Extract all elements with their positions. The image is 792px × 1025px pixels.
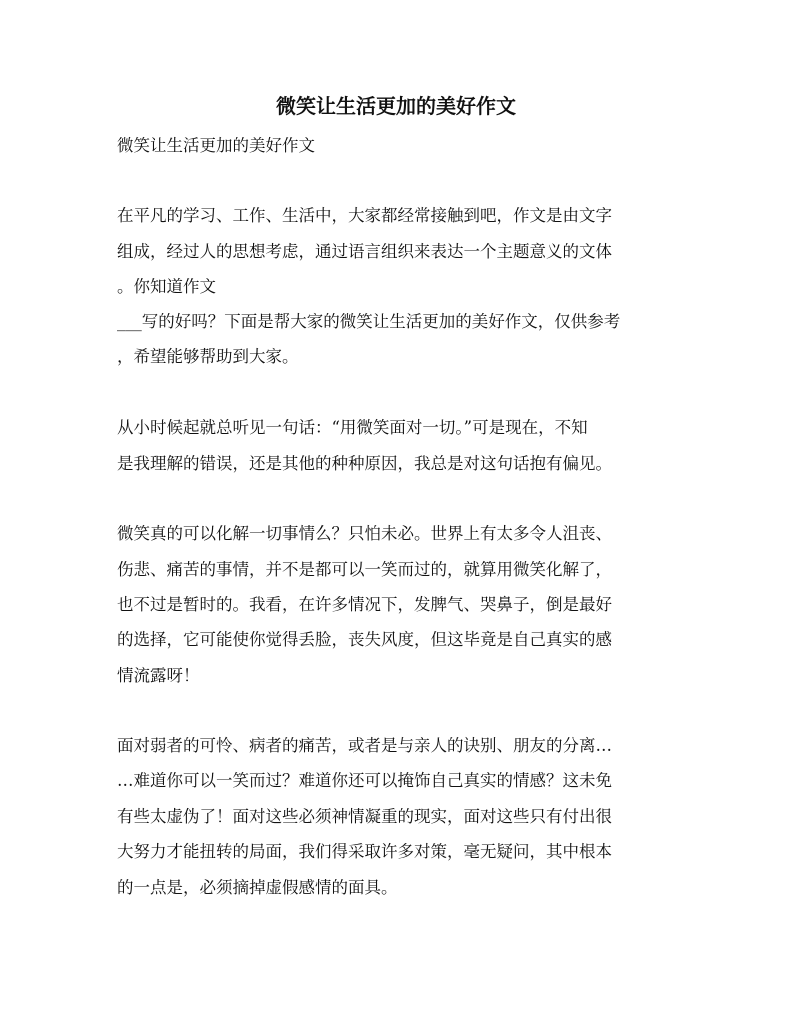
paragraph-line: …难道你可以一笑而过？难道你还可以掩饰自己真实的情感？这未免 [117, 771, 612, 790]
paragraph-line: 组成，经过人的思想考虑，通过语言组织来表达一个主题意义的文体 [117, 242, 612, 261]
paragraph-line: ，希望能够帮助到大家。 [117, 347, 299, 366]
paragraph-line: 是我理解的错误，还是其他的种种原因，我总是对这句话抱有偏见。 [117, 454, 612, 473]
paragraph-line: 情流露呀！ [117, 666, 200, 685]
paragraph-line: 也不过是暂时的。我看，在许多情况下，发脾气、哭鼻子，倒是最好 [117, 595, 612, 614]
paragraph-line: 的一点是，必须摘掉虚假感情的面具。 [117, 878, 398, 897]
paragraph-line: 伤悲、痛苦的事情，并不是都可以一笑而过的，就算用微笑化解了， [117, 560, 612, 579]
paragraph-line: 从小时候起就总听见一句话：“用微笑面对一切。”可是现在，不知 [117, 418, 588, 437]
paragraph-line: 的选择，它可能使你觉得丢脸，丧失风度，但这毕竟是自己真实的感 [117, 630, 612, 649]
document-subtitle: 微笑让生活更加的美好作文 [117, 136, 315, 155]
document-title: 微笑让生活更加的美好作文 [276, 94, 516, 118]
paragraph-line: 大努力才能扭转的局面，我们得采取许多对策，毫无疑问，其中根本 [117, 842, 612, 861]
paragraph-line: 面对弱者的可怜、病者的痛苦，或者是与亲人的诀别、朋友的分离… [117, 736, 612, 755]
paragraph-line: ___写的好吗？下面是帮大家的微笑让生活更加的美好作文，仅供参考 [117, 312, 621, 331]
paragraph-line: 有些太虚伪了！面对这些必须神情凝重的现实，面对这些只有付出很 [117, 807, 612, 826]
paragraph-line: 在平凡的学习、工作、生活中，大家都经常接触到吧，作文是由文字 [117, 206, 612, 225]
paragraph-line: 微笑真的可以化解一切事情么？只怕未必。世界上有太多令人沮丧、 [117, 524, 612, 543]
paragraph-line: 。你知道作文 [117, 277, 216, 296]
